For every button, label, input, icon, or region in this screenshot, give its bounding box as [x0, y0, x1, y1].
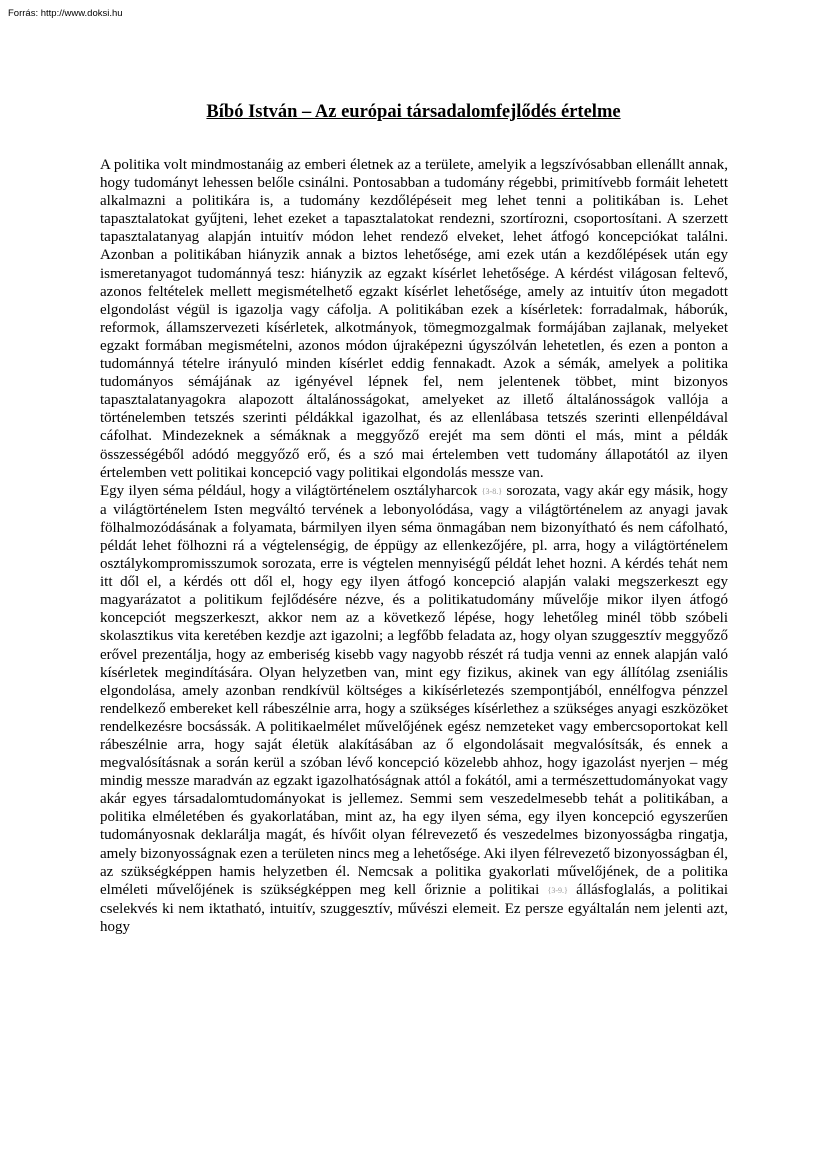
reference-marker: {3-8.}	[481, 486, 503, 496]
reference-marker: {3-9.}	[547, 885, 568, 895]
paragraph-2-text-b: sorozata, vagy akár egy másik, hogy a világtörténelem Isten megváltó tervének a lebonyolódása, vagy a világtörténelem az anyagi javak fölhalmozódásának a folyamata, bármilyen ilyen séma önmagában nem bizonyítható és nem cáfolható, példát lehet fölhozni rá a végtelenségig, de éppügy az ellenkezőjére, pl. arra, hogy a világtörténelem osztálykompromisszumok sorozata, erre is végtelen mennyiségű példát lehet hozni. A kérdés tehát nem itt dől el, a kérdés ott dől el, hogy egy ilyen átfogó koncepció alapján valaki megszerkeszt egy magyarázatot a politikum fejlődésére nézve, és a politikatudomány művelője mikor ilyen átfogó koncepciót megszerkeszt, akkor nem az a következő lépése, hogy lehetőleg minél több szóbeli skolasztikus vita keretében kezdje azt igazolni; a legfőbb feladata az, hogy olyan szuggesztív meggyőző erővel prezentálja, hogy az emberiség kisebb vagy nagyobb részét rá tudja venni az ennek alapján való kísérletek megindítására. Olyan helyzetben van, mint egy fizikus, akinek van egy állítólag zseniális elgondolása, amely azonban rendkívül költséges a kikísérletezés szempontjából, ennélfogva pénzzel rendelkező embereket kell rábeszélnie arra, hogy a szükséges kísérlethez a szükséges anyagi eszközöket rendelkezésre bocsássák. A politikaelmélet művelőjének egész nemzeteket vagy embercsoportokat kell rábeszélnie arra, hogy saját életük alakításában az ő elgondolásait megvalósítsák, és ennek a megvalósításnak a során kerül a szóban lévő koncepció közelebb ahhoz, hogy igazolást nyerjen – még mindig messze maradván az egzakt igazolhatóságnak attól a fokától, ami a természettudományokat vagy akár egyes társadalomtudományokat is jellemez. Semmi sem veszedelmesebb tehát a politikában, a politika elméletében és gyakorlatában, mint az, ha egy ilyen séma, egy ilyen koncepció egyszerűen tudományosnak deklarálja magát, és hívőit olyan félrevezető és veszedelmes bizonyosságba ringatja, amely bizonyosságnak ezen a területen nincs meg a lehetősége. Aki ilyen félrevezető bizonyosságban él, az szükségképpen hamis helyzetben él. Nemcsak a politika gyakorlati művelőjének, de a politika elméleti művelőjének is szükségképpen meg kell őriznie a politikai	[100, 482, 729, 898]
source-label: Forrás: http://www.doksi.hu	[8, 8, 123, 19]
paragraph-2	[100, 482, 728, 936]
document-body	[100, 156, 728, 936]
paragraph-1: A politika volt mindmostanáig az emberi életnek az a területe, amelyik a legszívósabban ellenállt annak, hogy tudományt lehessen belőle csinálni. Pontosabban a tudomány régebbi, primitívebb formáit lehetett alkalmazni a politikára is, a tudomány kezdőlépéseit meg lehet tenni a politikában is. Lehet tapasztalatokat gyűjteni, lehet ezeket a tapasztalatokat rendezni, szortírozni, csoportosítani. A szerzett tapasztalatanyag alapján intuitív módon lehet rendező elveket, lehet átfogó koncepciókat találni. Azonban a politikában hiányzik annak a biztos lehetősége, ami ezek után a kezdőlépések után egy ismeretanyagot tudománnyá tesz: hiányzik az egzakt kísérlet lehetősége. A kérdést világosan feltevő, azonos feltételek mellett megismételhető egzakt kísérlet lehetősége, amely az intuitív úton megadott elgondolást végül is igazolja vagy cáfolja. A politikában ezek a kísérletek: forradalmak, háborúk, reformok, államszervezeti kísérletek, alkotmányok, tömegmozgalmak formájában zajlanak, melyeket egzakt formában megismételni, azonos módon újraképezni úgyszólván lehetetlen, és ezen a ponton a tudománnyá tételre irányuló minden kísérlet eddig fennakadt. Azok a sémák, amelyek a politika tudományos sémájának az igényével lépnek fel, nem jelentenek többet, mint bizonyos tapasztalatanyagokra alapozott általánosságokat, amelyeket az illető általánosságok vallója a történelemben tetszés szerinti példákkal igazolhat, és az ellenlábasa tetszés szerinti ellenpéldával cáfolhat. Mindezeknek a sémáknak a meggyőző erejét ma sem dönti el más, mint a példák összességéből adódó meggyőző erő, és a szó mai értelemben vett tudomány állapotától az ilyen értelemben vett politikai koncepció vagy politikai elgondolás messze van.	[100, 157, 728, 481]
page-title: Bíbó István – Az európai társadalomfejlődés értelme	[206, 102, 621, 122]
paragraph-2-text-c: állásfoglalás, a politikai cselekvés ki nem iktatható, intuitív, szuggesztív, művészi elemeit. Ez persze egyáltalán nem jelenti azt, hogy	[100, 881, 729, 935]
paragraph-2-text-a: Egy ilyen séma például, hogy a világtörténelem osztályharcok	[100, 482, 478, 499]
